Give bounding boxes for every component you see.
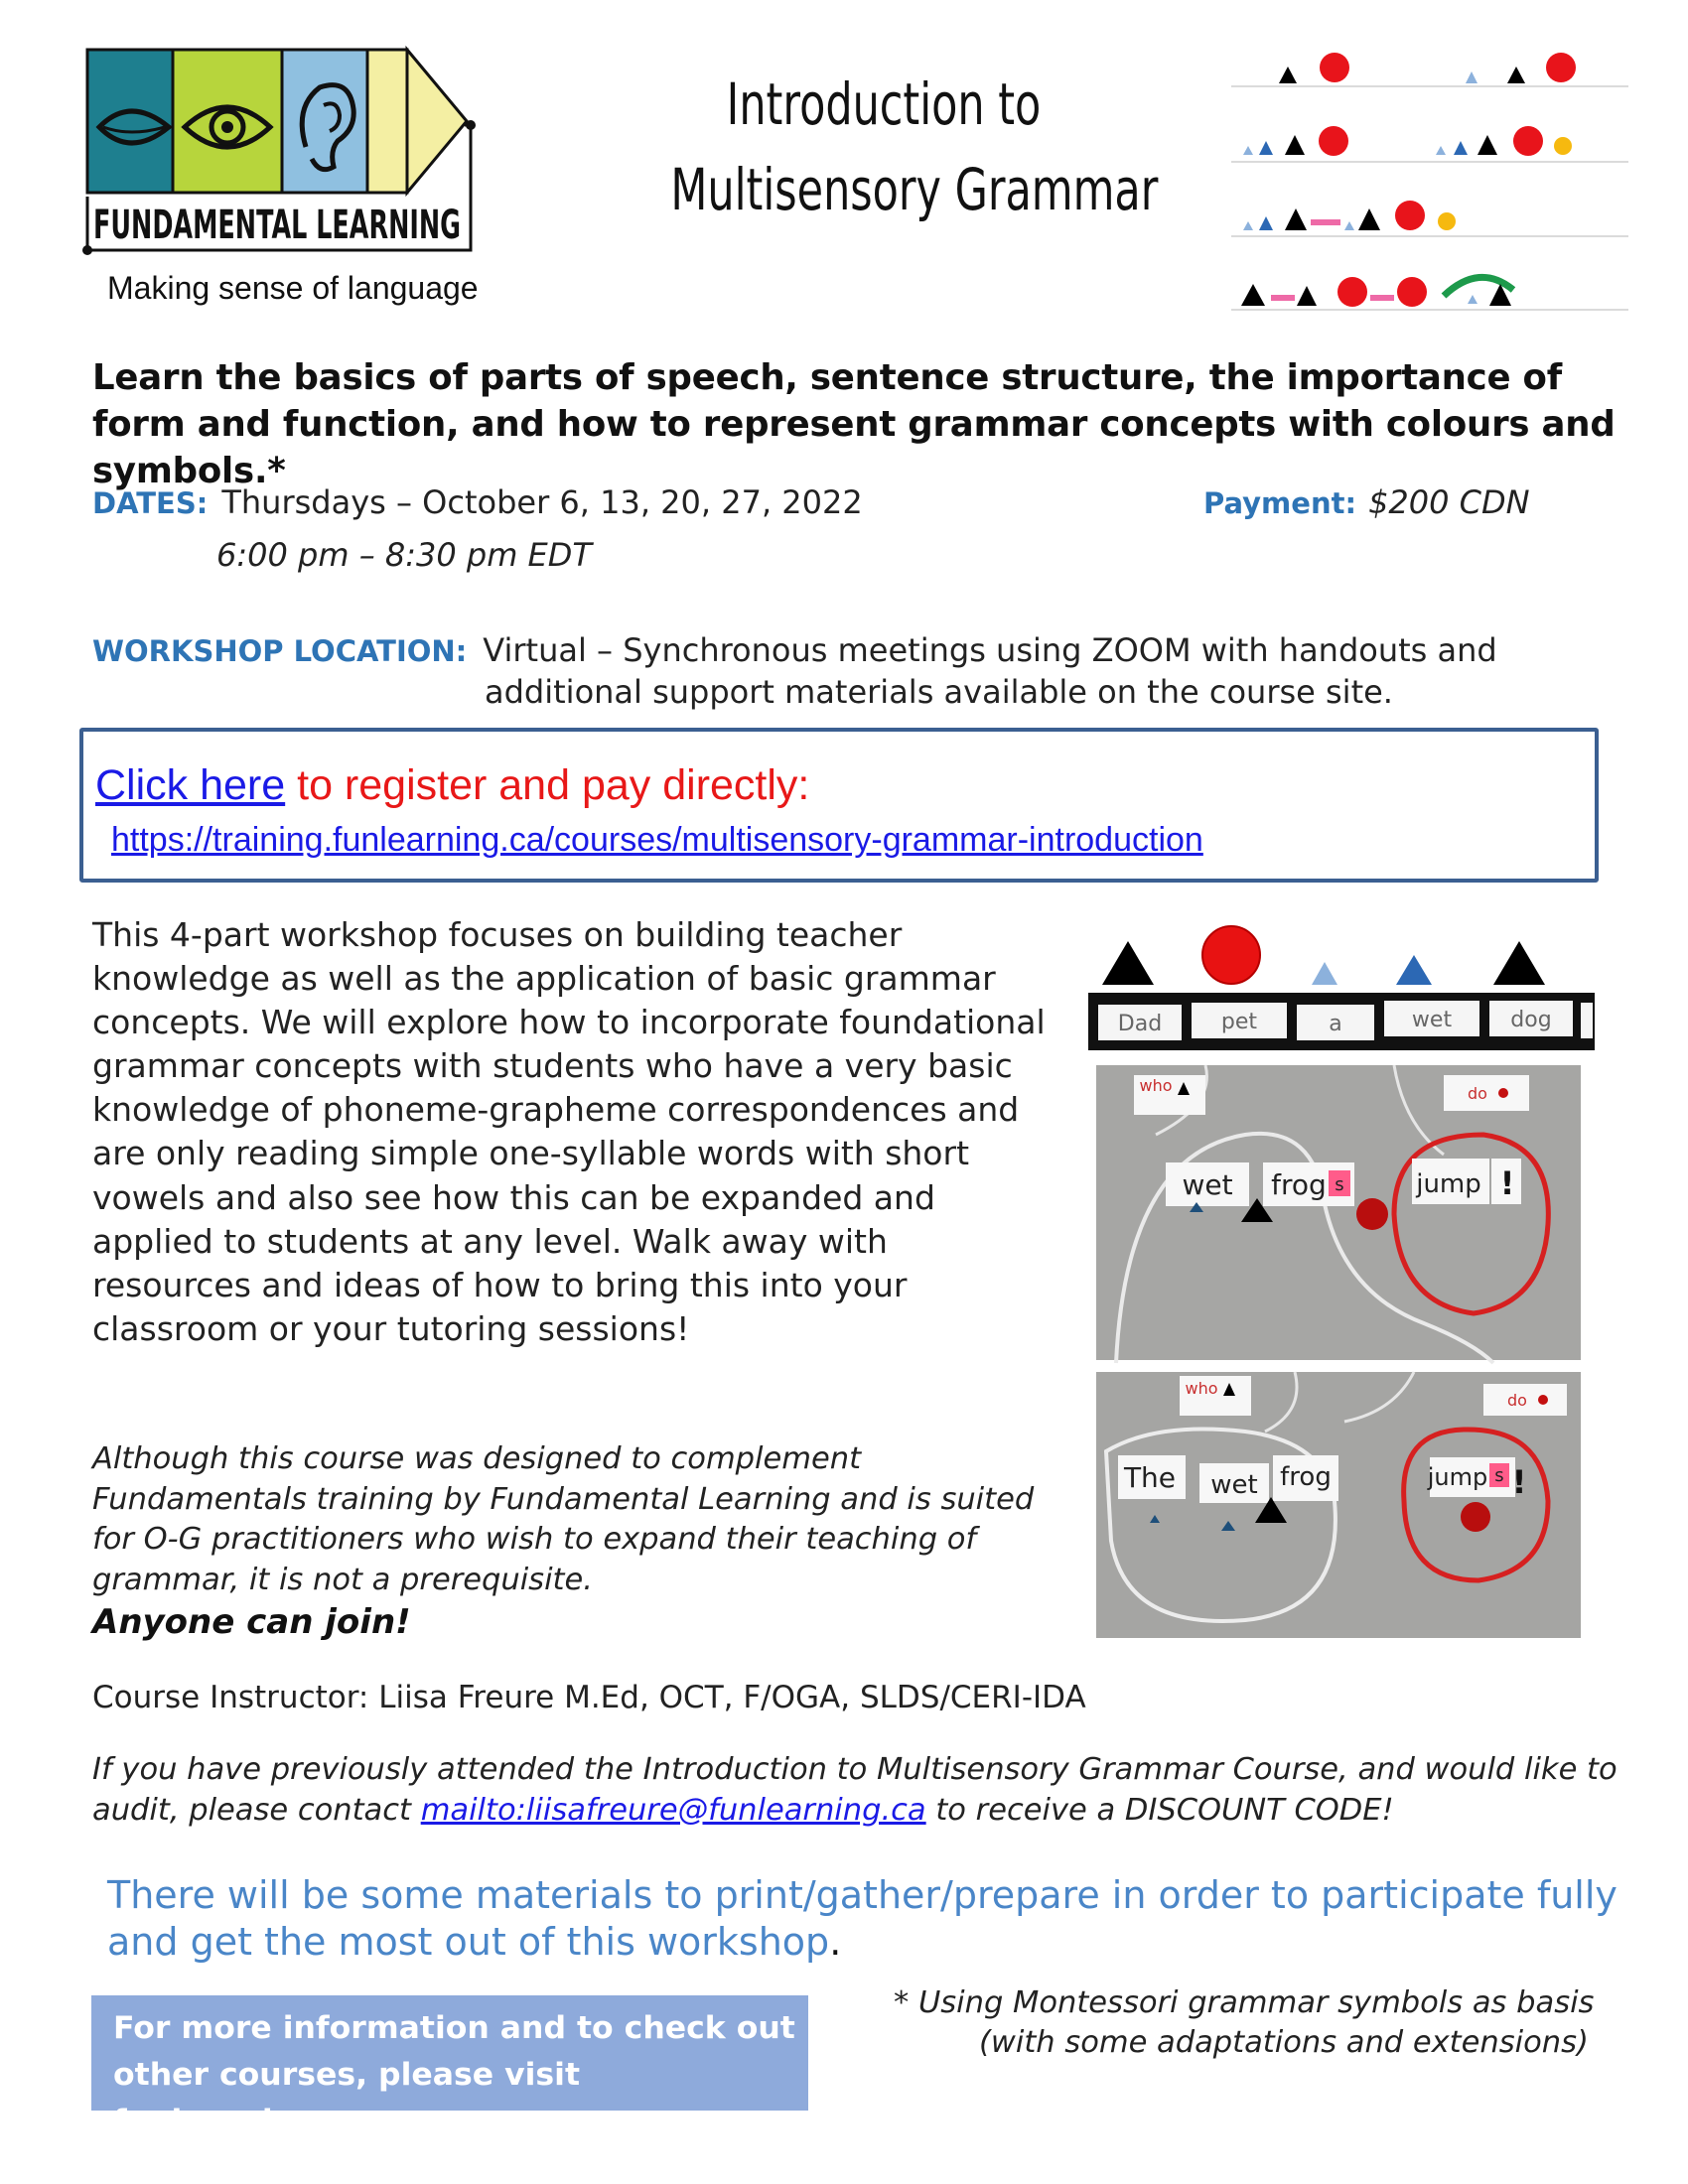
footnote-line-2: (with some adaptations and extensions): [979, 2025, 1589, 2060]
funlearning-link[interactable]: funlearning.ca: [113, 2104, 369, 2139]
grammar-photo-2: [1096, 1372, 1581, 1638]
photo-card: frog: [1271, 1168, 1327, 1201]
photo-card: s: [1335, 1174, 1344, 1195]
photo-card: jump: [1427, 1463, 1488, 1491]
course-instructor: Course Instructor: Liisa Freure M.Ed, OCT, F/OGA, SLDS/CERI-IDA: [92, 1680, 1086, 1715]
click-here-link[interactable]: Click here: [95, 761, 286, 809]
register-url-link[interactable]: https://training.funlearning.ca/courses/multisensory-grammar-introduction: [111, 821, 1203, 859]
verb-symbol: [1320, 53, 1349, 82]
more-info-box: [91, 1995, 808, 2139]
audit-text-end: to receive a DISCOUNT CODE!: [925, 1793, 1394, 1828]
photo-card: jump: [1416, 1169, 1481, 1199]
logo-tagline: Making sense of language: [107, 270, 479, 306]
location-value: Virtual – Synchronous meetings using ZOOM with handouts and: [483, 631, 1497, 669]
register-heading: [95, 761, 809, 810]
photo-card: who: [1139, 1076, 1173, 1095]
materials-text: There will be some materials to print/gather/prepare in order to participate fully and get the most out of this workshop: [107, 1873, 1618, 1964]
photo-card: who: [1185, 1379, 1218, 1398]
payment-row: [1203, 483, 1530, 521]
logo-pencil-tip: [407, 50, 467, 193]
strip-word: wet: [1411, 1008, 1453, 1032]
location-row: [92, 631, 1497, 669]
noun-symbol: [1279, 67, 1297, 83]
dates-row: [92, 483, 863, 521]
audit-text: If you have previously attended the Introduction to Multisensory Grammar Course, and would like to audit, please contact: [92, 1752, 1618, 1828]
grammar-photo-1: [1096, 1065, 1581, 1360]
strip-word: Dad: [1117, 1012, 1163, 1036]
time-value: 6:00 pm – 8:30 pm EDT: [216, 536, 592, 574]
photo-card: The: [1123, 1461, 1177, 1494]
photo-card: wet: [1182, 1168, 1233, 1201]
workshop-description: This 4-part workshop focuses on building teacher knowledge as well as the application of basic grammar concepts. We will explore how to incorporate foundational grammar concepts with students who have a very basic knowledge of phoneme-grapheme correspondences and are only reading simple one-syllable words with short vowels and also see how this can be expanded and applied to students at any level. Walk away with resources and ideas of how to bring this into your classroom or your tutoring sessions!: [92, 915, 1046, 1348]
page-title: [670, 62, 1159, 232]
dates-value: Thursdays – October 6, 13, 20, 27, 2022: [221, 483, 863, 521]
anyone-can-join: Anyone can join!: [92, 1602, 411, 1642]
register-text: to register and pay directly:: [285, 761, 810, 809]
symbol-rows-lines: [1231, 86, 1628, 310]
footnote-line-1: * Using Montessori grammar symbols as basis: [894, 1985, 1595, 2020]
photo-card: !: [1511, 1463, 1527, 1501]
logo-name: FUNDAMENTAL LEARNING: [93, 203, 461, 248]
location-value-line-2: additional support materials available on the course site.: [485, 673, 1393, 711]
payment-label: Payment:: [1203, 486, 1357, 520]
email-link[interactable]: mailto:liisafreure@funlearning.ca: [420, 1793, 926, 1828]
register-box: [79, 728, 1599, 883]
photo-card: s: [1494, 1465, 1504, 1486]
materials-notice: There will be some materials to print/gather/prepare in order to participate fully and get the most out of this workshop.: [107, 1873, 1618, 1964]
verb-symbol: [1546, 53, 1576, 82]
footnote: [894, 1983, 1618, 2063]
title-line-2: Multisensory Grammar: [670, 156, 1159, 223]
payment-value: $200 CDN: [1368, 483, 1530, 521]
strip-word: a: [1329, 1012, 1342, 1036]
photo-card: do: [1468, 1084, 1487, 1103]
prerequisite-note: Although this course was designed to complement Fundamentals training by Fundamental Learning and is suited for O-G practitioners who wish to expand their teaching of grammar, it is not a prerequisite.: [92, 1441, 1035, 1597]
audit-note: [92, 1749, 1641, 1831]
sentence-strip-image: [1088, 913, 1595, 1050]
title-line-1: Introduction to: [726, 70, 1042, 138]
photo-card: do: [1507, 1391, 1527, 1410]
intro-summary: Learn the basics of parts of speech, sentence structure, the importance of form and function, and how to represent grammar concepts with colours and symbols.*: [92, 357, 1616, 491]
photo-card: frog: [1280, 1462, 1332, 1492]
photo-card: wet: [1210, 1470, 1258, 1500]
strip-word: pet: [1220, 1010, 1258, 1034]
noun-symbol: [1507, 67, 1525, 83]
location-label: WORKSHOP LOCATION:: [92, 634, 468, 668]
strip-word: dog: [1510, 1008, 1552, 1032]
more-info-text: For more information and to check out other courses, please visit funlearning.ca: [113, 2010, 795, 2139]
logo-pencil-body: [367, 50, 407, 193]
photo-card: !: [1499, 1164, 1515, 1202]
grammar-symbols-graphic: [1231, 40, 1648, 338]
dates-label: DATES:: [92, 486, 209, 520]
article-symbol: [1466, 71, 1477, 83]
